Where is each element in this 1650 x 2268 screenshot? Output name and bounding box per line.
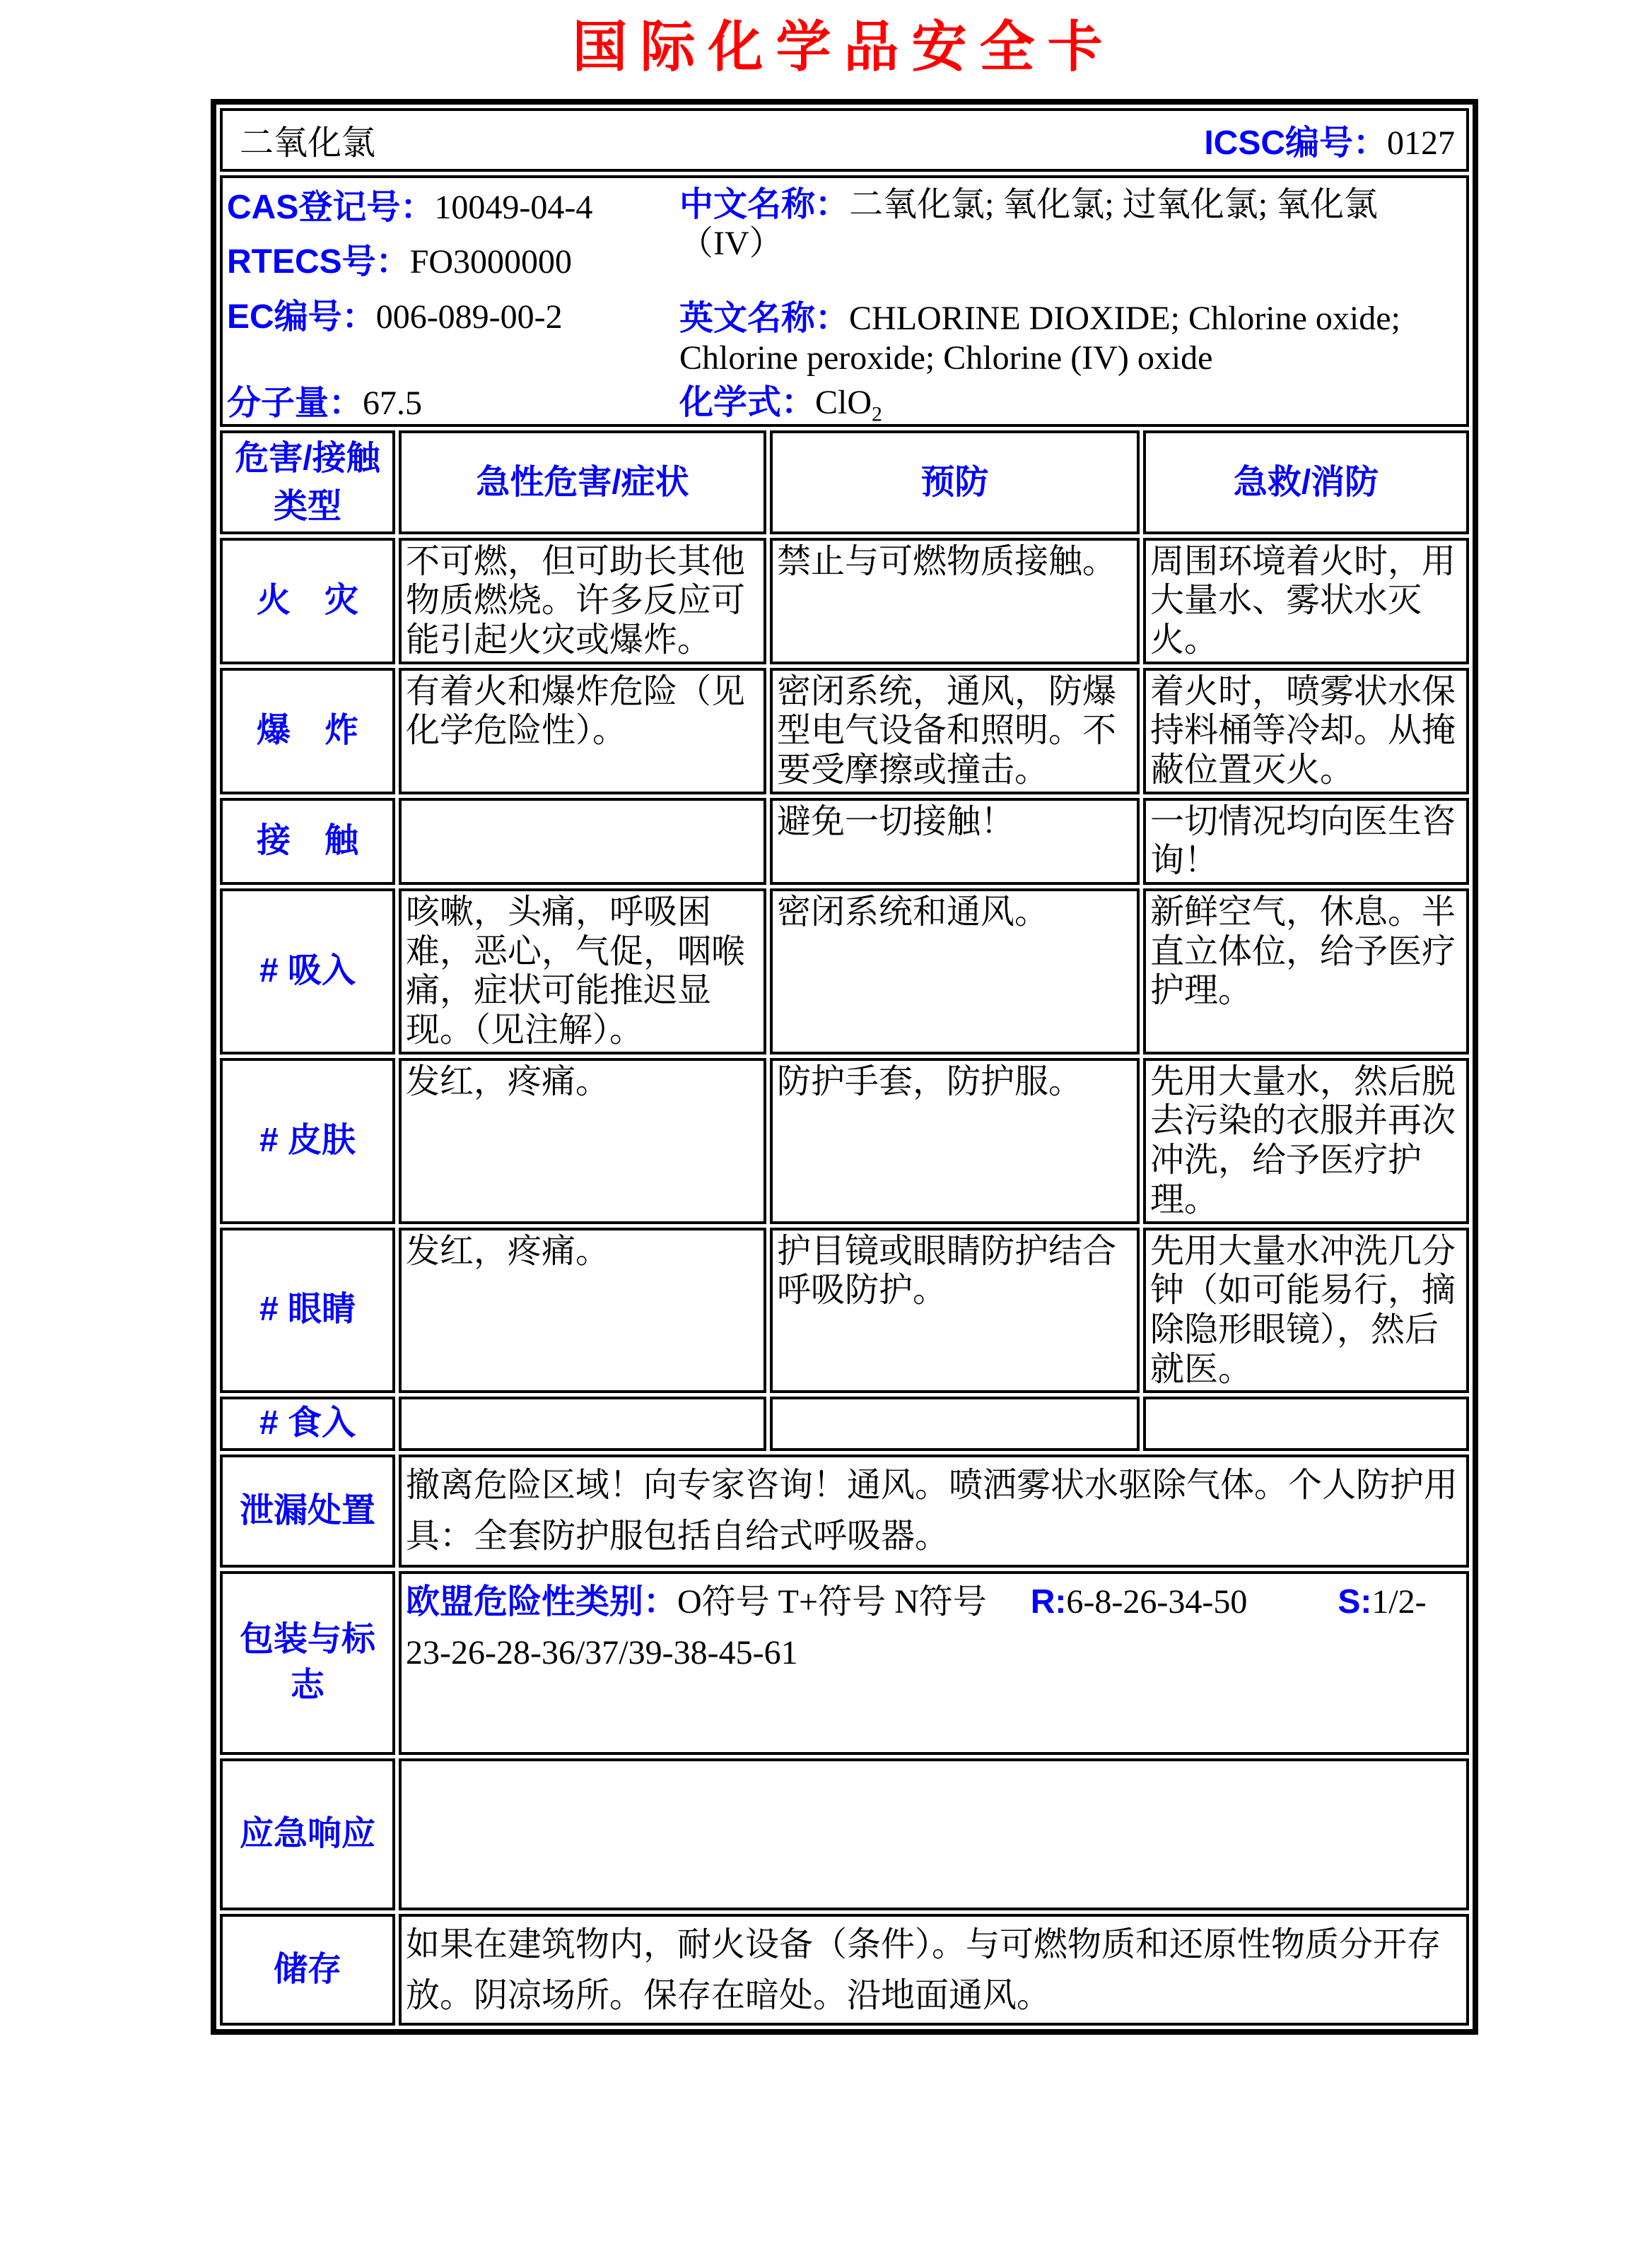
cell-explosion-prevention: 密闭系统，通风，防爆型电气设备和照明。不要受摩擦或撞击。 <box>770 668 1140 794</box>
row-label-ingestion: # 食入 <box>220 1397 395 1451</box>
chinese-name-label: 中文名称： <box>679 185 850 223</box>
row-label-inhalation: # 吸入 <box>220 888 395 1054</box>
r-phrases-value: 6-8-26-34-50 <box>1066 1582 1248 1621</box>
ec-line <box>227 298 679 337</box>
table-row-inhalation <box>220 888 1469 1054</box>
cell-explosion-symptoms: 有着火和爆炸危险（见化学危险性）。 <box>399 668 766 794</box>
s-phrases-value: 1/2-23-26-28-36/37/39-38-45-61 <box>406 1582 1427 1671</box>
col-header-prevention: 预防 <box>770 430 1140 534</box>
substance-name: 二氧化氯 <box>240 124 376 162</box>
table-row-skin <box>220 1058 1469 1224</box>
table-row-spillage <box>220 1455 1469 1568</box>
table-row-storage <box>220 1914 1469 2026</box>
r-phrases-label: R: <box>1030 1582 1067 1621</box>
cas-label: CAS登记号： <box>227 188 435 226</box>
cell-eyes-symptoms: 发红，疼痛。 <box>399 1228 766 1394</box>
identifiers-cell <box>220 175 1469 428</box>
table-row-ingestion <box>220 1397 1469 1451</box>
row-label-packaging: 包装与标志 <box>220 1571 395 1755</box>
cell-ingestion-response <box>1143 1397 1469 1451</box>
row-label-emergency: 应急响应 <box>220 1758 395 1910</box>
page-title: 国际化学品安全卡 <box>572 15 1116 79</box>
icsc-number-label: ICSC编号： <box>1204 124 1388 162</box>
table-row-explosion <box>220 668 1469 794</box>
formula-line <box>679 383 1462 426</box>
formula-label: 化学式： <box>679 384 816 422</box>
eu-classification-symbols: O符号 T+符号 N符号 <box>677 1582 987 1621</box>
col-header-symptoms: 急性危害/症状 <box>399 430 766 534</box>
cell-fire-symptoms: 不可燃，但可助长其他物质燃烧。许多反应可能引起火灾或爆炸。 <box>399 538 766 664</box>
row-label-explosion: 爆 炸 <box>220 668 395 794</box>
substance-header-cell <box>220 108 1469 172</box>
identifiers-left-column <box>227 180 679 423</box>
cell-storage-content: 如果在建筑物内，耐火设备（条件）。与可燃物质和还原性物质分开存放。阴凉场所。保存在暗处。沿地面通风。 <box>399 1914 1469 2026</box>
icsc-number-value: 0127 <box>1387 124 1456 162</box>
cas-line <box>227 188 679 228</box>
substance-header-flex <box>227 112 1462 163</box>
ec-value: 006-089-00-2 <box>375 298 563 336</box>
cell-eyes-response: 先用大量水冲洗几分钟（如可能易行，摘除隐形眼镜），然后就医。 <box>1143 1228 1469 1394</box>
ec-label: EC编号： <box>227 298 376 336</box>
cell-fire-prevention: 禁止与可燃物质接触。 <box>770 538 1140 664</box>
cell-contact-symptoms <box>399 798 766 885</box>
rtecs-label: RTECS号： <box>227 243 410 281</box>
row-label-eyes: # 眼睛 <box>220 1228 395 1394</box>
substance-header-row <box>220 108 1469 172</box>
icsc-number-group <box>1204 124 1455 163</box>
cell-skin-symptoms: 发红，疼痛。 <box>399 1058 766 1224</box>
cell-spillage-content: 撤离危险区域！向专家咨询！通风。喷洒雾状水驱除气体。个人防护用具：全套防护服包括自给式呼吸器。 <box>399 1455 1469 1568</box>
cell-ingestion-prevention <box>770 1397 1140 1451</box>
identifiers-flex <box>227 180 1462 426</box>
english-name-value: CHLORINE DIOXIDE; Chlorine oxide; Chlorine peroxide; Chlorine (IV) oxide <box>679 300 1400 377</box>
cell-inhalation-symptoms: 咳嗽，头痛，呼吸困难，恶心，气促，咽喉痛，症状可能推迟显现。（见注解）。 <box>399 888 766 1054</box>
column-header-row <box>220 430 1469 534</box>
english-name-line <box>679 299 1462 377</box>
formula-value: ClO$_2$ <box>815 384 882 426</box>
row-label-storage: 储存 <box>220 1914 395 2026</box>
row-label-fire: 火 灾 <box>220 538 395 664</box>
cell-packaging-content <box>399 1571 1469 1755</box>
table-row-fire <box>220 538 1469 664</box>
cell-contact-prevention: 避免一切接触！ <box>770 798 1140 885</box>
cell-contact-response: 一切情况均向医生咨询！ <box>1143 798 1469 885</box>
cell-skin-response: 先用大量水，然后脱去污染的衣服并再次冲洗，给予医疗护理。 <box>1143 1058 1469 1224</box>
table-row-emergency <box>220 1758 1469 1910</box>
col-header-hazard-type: 危害/接触类型 <box>220 430 395 534</box>
cas-value: 10049-04-4 <box>434 188 593 226</box>
cell-inhalation-prevention: 密闭系统和通风。 <box>770 888 1140 1054</box>
eu-classification-label: 欧盟危险性类别： <box>406 1582 678 1621</box>
cell-skin-prevention: 防护手套，防护服。 <box>770 1058 1140 1224</box>
eu-classification-line <box>406 1575 1462 1679</box>
molecular-weight-label: 分子量： <box>227 384 363 422</box>
cell-eyes-prevention: 护目镜或眼睛防护结合呼吸防护。 <box>770 1228 1140 1394</box>
row-label-skin: # 皮肤 <box>220 1058 395 1224</box>
identifiers-row <box>220 175 1469 428</box>
identifiers-right-column <box>679 180 1462 426</box>
cell-emergency-content <box>399 1758 1469 1910</box>
chinese-name-line <box>679 185 1462 264</box>
molecular-weight-value: 67.5 <box>363 384 423 422</box>
rtecs-value: FO3000000 <box>409 243 573 281</box>
english-name-label: 英文名称： <box>679 300 850 338</box>
formula-subscript: 2 <box>872 402 882 426</box>
row-label-spillage: 泄漏处置 <box>220 1455 395 1568</box>
chinese-name-value: 二氧化氯; 氧化氯; 过氧化氯; 氧化氯（IV） <box>679 185 1379 263</box>
row-label-contact: 接 触 <box>220 798 395 885</box>
s-phrases-label: S: <box>1338 1582 1372 1621</box>
rtecs-line <box>227 242 679 282</box>
cell-fire-response: 周围环境着火时，用大量水、雾状水灭火。 <box>1143 538 1469 664</box>
cell-ingestion-symptoms <box>399 1397 766 1451</box>
molecular-weight-line <box>227 384 679 423</box>
table-row-packaging <box>220 1571 1469 1755</box>
table-row-contact <box>220 798 1469 885</box>
cell-inhalation-response: 新鲜空气，休息。半直立体位，给予医疗护理。 <box>1143 888 1469 1054</box>
table-row-eyes <box>220 1228 1469 1394</box>
cell-explosion-response: 着火时，喷雾状水保持料桶等冷却。从掩蔽位置灭火。 <box>1143 668 1469 794</box>
col-header-response: 急救/消防 <box>1143 430 1469 534</box>
safety-card-table <box>211 99 1478 2035</box>
